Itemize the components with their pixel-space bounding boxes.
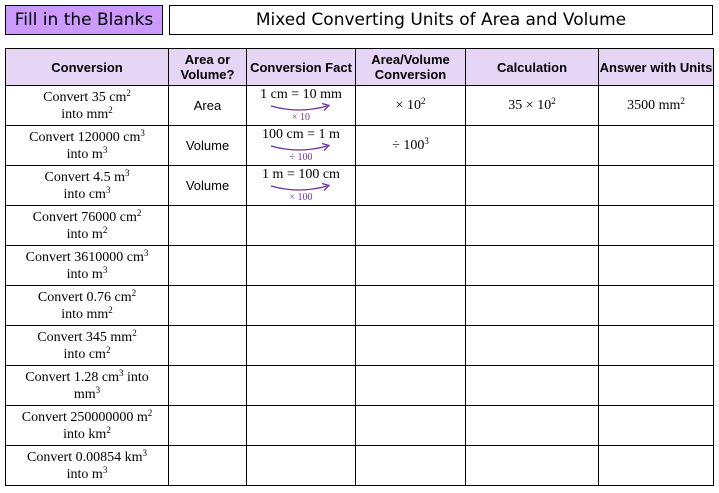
exponent: 3 xyxy=(424,135,429,146)
conversion-cell xyxy=(6,406,169,446)
conversion-text: Convert 3610000 cm xyxy=(25,249,144,265)
conversion-multiplier: × 100 xyxy=(289,192,313,203)
conversion-target: into mm xyxy=(61,106,109,122)
table-row xyxy=(6,446,714,486)
conversion-target: into m xyxy=(66,266,103,282)
conversion-fact-cell[interactable] xyxy=(247,446,356,486)
worksheet-title: Mixed Converting Units of Area and Volume xyxy=(169,5,713,35)
calculation-cell[interactable] xyxy=(466,406,599,446)
table-row xyxy=(6,326,714,366)
calculation-cell[interactable] xyxy=(466,286,599,326)
conversion-base: ÷ 100 xyxy=(392,137,425,153)
conversion-cell xyxy=(6,126,169,166)
exponent: 2 xyxy=(131,287,137,298)
conversion-fact-cell[interactable] xyxy=(247,286,356,326)
conversion-text: Convert 0.00854 km xyxy=(27,449,143,465)
table-header-row xyxy=(6,49,714,86)
exponent: 2 xyxy=(420,95,426,106)
exponent: 2 xyxy=(126,87,131,98)
exponent: 3 xyxy=(140,127,145,138)
area-or-volume-value: Volume xyxy=(185,178,230,193)
table-row xyxy=(6,86,714,126)
area-volume-conversion-cell[interactable] xyxy=(356,126,466,166)
area-or-volume-value: Volume xyxy=(185,138,230,153)
conversion-multiplier: ÷ 100 xyxy=(289,152,313,163)
exponent: 3 xyxy=(118,367,124,378)
area-or-volume-cell[interactable] xyxy=(169,86,247,126)
conversion-base: × 10 xyxy=(395,97,421,113)
header-row xyxy=(5,5,713,35)
table-row xyxy=(6,166,714,206)
conversion-cell xyxy=(6,166,169,206)
column-header-conversion-fact: Conversion Fact xyxy=(247,49,356,86)
table-row xyxy=(6,246,714,286)
area-or-volume-cell[interactable] xyxy=(169,126,247,166)
conversion-cell xyxy=(6,206,169,246)
conversion-fact-cell[interactable] xyxy=(247,326,356,366)
exponent: 3 xyxy=(125,167,130,178)
exponent: 2 xyxy=(132,327,137,338)
conversion-fact-text: 1 m = 100 cm xyxy=(262,167,340,182)
conversion-cell xyxy=(6,326,169,366)
area-or-volume-cell[interactable] xyxy=(169,366,247,406)
conversion-fact-cell[interactable] xyxy=(247,406,356,446)
conversion-fact-cell[interactable] xyxy=(247,166,356,206)
column-header-calculation: Calculation xyxy=(466,49,599,86)
area-or-volume-cell[interactable] xyxy=(169,246,247,286)
conversion-target: into m xyxy=(66,226,103,242)
exponent: 3 xyxy=(102,144,108,155)
conversion-target: into km xyxy=(63,426,107,442)
exponent: 2 xyxy=(108,304,113,315)
table-row xyxy=(6,366,714,406)
exponent: 2 xyxy=(147,407,153,418)
exponent: 2 xyxy=(680,95,685,106)
conversion-text: Convert 35 cm xyxy=(43,89,127,105)
conversion-cell xyxy=(6,366,169,406)
exponent: 2 xyxy=(551,95,556,106)
exponent: 2 xyxy=(102,224,108,235)
conversion-text: Convert 1.28 cm xyxy=(25,369,119,385)
answer-cell[interactable] xyxy=(599,366,714,406)
conversion-text: Convert 120000 cm xyxy=(29,129,141,145)
conversion-target: into cm xyxy=(63,186,106,202)
area-volume-conversion-cell[interactable] xyxy=(356,206,466,246)
calculation-base: 35 × 10 xyxy=(508,97,552,113)
conversion-table xyxy=(5,48,714,486)
column-header-answer: Answer with Units xyxy=(599,49,714,86)
area-or-volume-cell[interactable] xyxy=(169,446,247,486)
calculation-cell[interactable] xyxy=(466,86,599,126)
answer-cell[interactable] xyxy=(599,206,714,246)
conversion-cell xyxy=(6,246,169,286)
conversion-cell xyxy=(6,286,169,326)
exponent: 2 xyxy=(105,344,111,355)
conversion-fact-cell[interactable] xyxy=(247,366,356,406)
area-volume-conversion-cell[interactable] xyxy=(356,326,466,366)
area-or-volume-cell[interactable] xyxy=(169,166,247,206)
conversion-text: into xyxy=(123,369,149,385)
conversion-target: mm xyxy=(73,386,96,402)
exponent: 2 xyxy=(108,104,113,115)
column-header-area-or-volume: Area or Volume? xyxy=(169,49,247,86)
exponent: 3 xyxy=(105,184,111,195)
exponent: 2 xyxy=(106,424,111,435)
conversion-fact-cell[interactable] xyxy=(247,246,356,286)
answer-cell[interactable] xyxy=(599,126,714,166)
answer-cell[interactable] xyxy=(599,246,714,286)
conversion-target: into mm xyxy=(61,306,109,322)
area-or-volume-cell[interactable] xyxy=(169,406,247,446)
area-volume-conversion-cell[interactable] xyxy=(356,286,466,326)
area-volume-conversion-cell[interactable] xyxy=(356,366,466,406)
answer-cell[interactable] xyxy=(599,326,714,366)
conversion-text: Convert 250000000 m xyxy=(21,409,148,425)
exponent: 3 xyxy=(102,264,108,275)
conversion-cell xyxy=(6,86,169,126)
answer-cell[interactable] xyxy=(599,286,714,326)
conversion-target: into cm xyxy=(63,346,106,362)
conversion-fact-text: 1 cm = 10 mm xyxy=(260,87,342,102)
column-header-conversion: Conversion xyxy=(6,49,169,86)
answer-base: 3500 mm xyxy=(627,97,681,113)
table-row xyxy=(6,406,714,446)
conversion-fact-cell[interactable] xyxy=(247,86,356,126)
exponent: 2 xyxy=(136,207,142,218)
area-or-volume-cell[interactable] xyxy=(169,206,247,246)
column-header-area-volume-conversion: Area/Volume Conversion xyxy=(356,49,466,86)
area-volume-conversion-cell[interactable] xyxy=(356,406,466,446)
conversion-cell xyxy=(6,446,169,486)
conversion-text: Convert 76000 cm xyxy=(32,209,137,225)
table-row xyxy=(6,126,714,166)
exponent: 3 xyxy=(102,464,108,475)
table-row xyxy=(6,206,714,246)
answer-cell[interactable] xyxy=(599,86,714,126)
table-row xyxy=(6,286,714,326)
area-volume-conversion-cell[interactable] xyxy=(356,446,466,486)
calculation-cell[interactable] xyxy=(466,166,599,206)
fill-in-blanks-label: Fill in the Blanks xyxy=(5,5,163,35)
conversion-text: Convert 4.5 m xyxy=(44,169,125,185)
conversion-target: into m xyxy=(66,466,103,482)
answer-cell[interactable] xyxy=(599,166,714,206)
conversion-target: into m xyxy=(66,146,103,162)
exponent: 3 xyxy=(142,447,147,458)
area-or-volume-cell[interactable] xyxy=(169,326,247,366)
area-or-volume-cell[interactable] xyxy=(169,286,247,326)
conversion-fact-text: 100 cm = 1 m xyxy=(262,127,340,142)
conversion-text: Convert 345 mm xyxy=(37,329,133,345)
area-volume-conversion-cell[interactable] xyxy=(356,246,466,286)
calculation-cell[interactable] xyxy=(466,206,599,246)
conversion-fact-cell[interactable] xyxy=(247,126,356,166)
conversion-multiplier: × 10 xyxy=(291,112,311,123)
calculation-cell[interactable] xyxy=(466,446,599,486)
calculation-cell[interactable] xyxy=(466,326,599,366)
calculation-cell[interactable] xyxy=(466,126,599,166)
exponent: 3 xyxy=(143,247,149,258)
exponent: 3 xyxy=(95,384,101,395)
calculation-cell[interactable] xyxy=(466,246,599,286)
conversion-text: Convert 0.76 cm xyxy=(37,289,132,305)
answer-cell[interactable] xyxy=(599,406,714,446)
area-volume-conversion-cell[interactable] xyxy=(356,166,466,206)
calculation-cell[interactable] xyxy=(466,366,599,406)
conversion-fact-cell[interactable] xyxy=(247,206,356,246)
area-or-volume-value: Area xyxy=(193,98,222,113)
area-volume-conversion-cell[interactable] xyxy=(356,86,466,126)
answer-cell[interactable] xyxy=(599,446,714,486)
